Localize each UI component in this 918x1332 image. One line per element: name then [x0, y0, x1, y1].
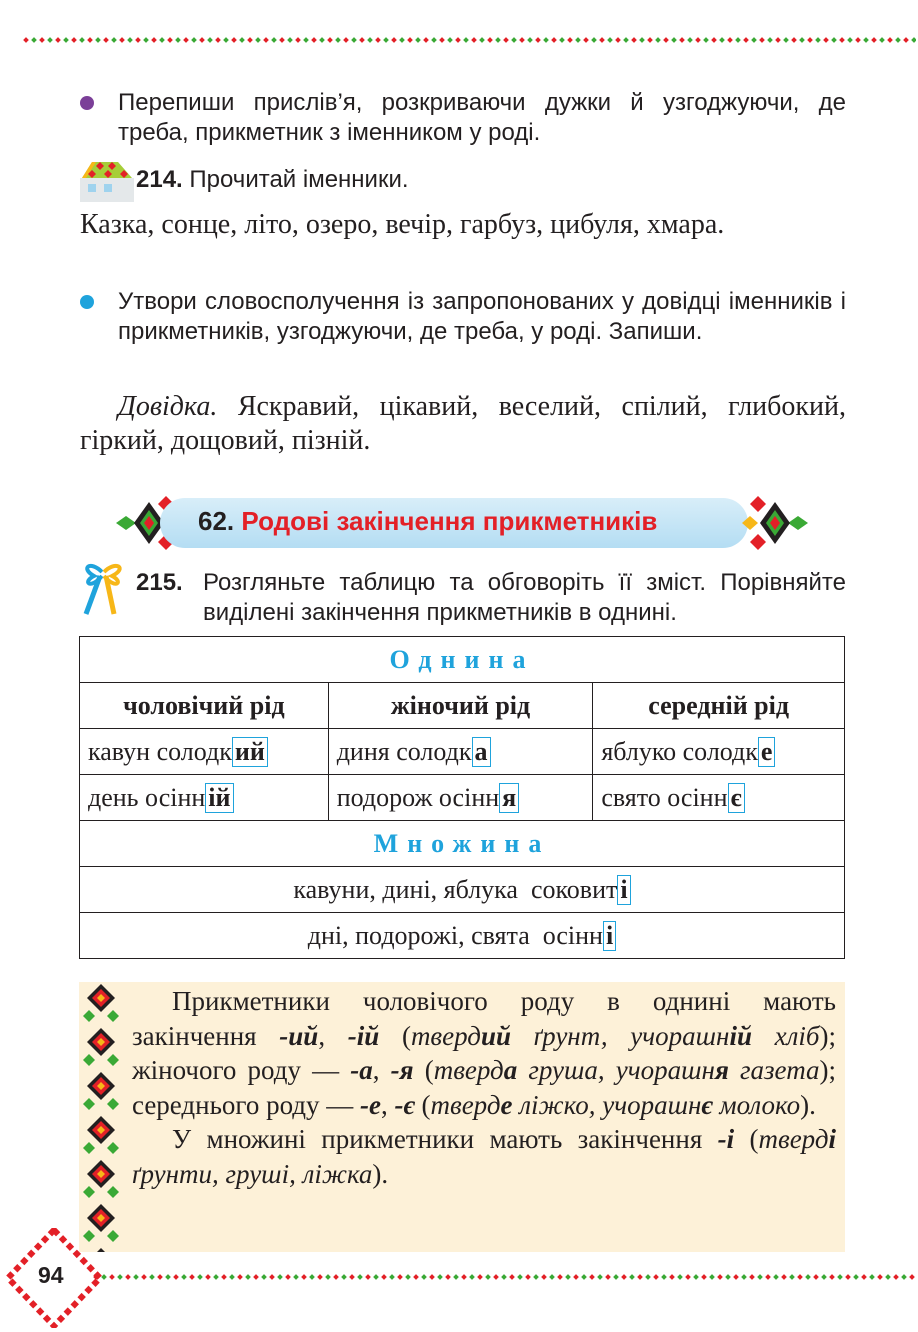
column-header-masculine: чоловічий рід: [80, 683, 329, 729]
rule-run: груша, учорашн: [517, 1055, 715, 1085]
ribbon-icon: [74, 558, 132, 616]
rule-run: (: [379, 1020, 411, 1051]
rule-run: е: [500, 1089, 513, 1120]
singular-header: Однина: [80, 637, 845, 683]
adjective-stem: яблуко солодк: [601, 736, 758, 766]
exercise-instruction: Розгляньте таблицю та обговоріть її зміст. Порівняйте виділені закінчення прикметників в однині.: [203, 569, 846, 626]
column-header-feminine: жіночий рід: [328, 683, 593, 729]
rule-run: тверд: [758, 1124, 829, 1154]
exercise-214-title: [136, 166, 409, 194]
highlighted-ending: і: [617, 875, 630, 905]
rule-run: (: [414, 1089, 431, 1120]
rule-text: [132, 984, 836, 1191]
bullet-text: Перепиши прислів’я, розкриваючи дужки й узгоджуючи, де треба, прикметник з іменником у роді.: [118, 89, 846, 146]
bullet-text: Утвори словосполучення із запропонованих у довідці іменників і прикметників, узгоджуючи, де треба, у роді. Запиши.: [118, 288, 846, 345]
task-bullet-compose: [80, 287, 846, 347]
table-cell: [328, 729, 593, 775]
task-bullet-rewrite: [80, 88, 846, 148]
exercise-215: [136, 568, 846, 628]
embroidery-border-top: [22, 36, 916, 44]
topic-number: 62.: [198, 506, 235, 536]
table-cell: [80, 775, 329, 821]
adjective-stem: кавун солодк: [88, 736, 232, 766]
rule-run: -е: [360, 1089, 382, 1120]
highlighted-ending: і: [603, 921, 616, 951]
table-row: [80, 821, 845, 867]
rule-run: ); середнього роду —: [132, 1055, 837, 1120]
rule-run: ий: [480, 1020, 511, 1051]
rule-run: хліб: [751, 1020, 820, 1051]
rule-run: ліжко, учорашн: [512, 1089, 702, 1120]
column-header-neuter: середній рід: [593, 683, 845, 729]
exercise-number: 215.: [136, 569, 183, 596]
adjective-stem: кавуни, дині, яблука соковит: [293, 874, 618, 904]
rule-run: є: [701, 1089, 713, 1120]
embroidery-column: [79, 982, 123, 1252]
table-row: [80, 729, 845, 775]
table-row: [80, 683, 845, 729]
rule-run: я: [714, 1055, 729, 1085]
rule-run: ій: [729, 1020, 752, 1051]
highlighted-ending: є: [728, 783, 745, 813]
adjective-stem: подорож осінн: [336, 782, 500, 812]
rule-run: а: [503, 1055, 518, 1085]
highlighted-ending: ий: [232, 737, 268, 767]
rule-run: ).: [372, 1158, 389, 1189]
rule-run: ,: [381, 1089, 395, 1120]
rule-run: -я: [390, 1055, 414, 1085]
rule-run: ).: [800, 1089, 816, 1120]
rule-run: -є: [394, 1089, 415, 1120]
reference-label: Довідка.: [118, 391, 218, 422]
plural-header: Множина: [80, 821, 845, 867]
bullet-dot-purple: [80, 96, 94, 110]
adjective-endings-table: [79, 636, 845, 959]
table-row: [80, 913, 845, 959]
rule-run: тверд: [410, 1020, 481, 1051]
rule-run: У множині прикметники мають закінчення: [172, 1124, 718, 1154]
rule-paragraph: [132, 1122, 836, 1191]
exercise-instruction: Прочитай іменники.: [189, 166, 409, 193]
reference-words: [80, 390, 846, 458]
rule-run: -ій: [347, 1020, 380, 1051]
rule-run: -а: [350, 1055, 373, 1085]
topic-heading: [198, 506, 657, 537]
table-cell: [593, 729, 845, 775]
embroidery-ornament-right: [740, 494, 810, 552]
rule-paragraph: [132, 984, 836, 1122]
table-cell: [328, 775, 593, 821]
rule-run: (: [734, 1124, 759, 1154]
rule-run: ,: [372, 1055, 391, 1085]
reference-text: Яскравий, цікавий, веселий, спілий, глибокий, гіркий, дощовий, пізній.: [80, 391, 846, 456]
highlighted-ending: а: [472, 737, 491, 767]
highlighted-ending: я: [499, 783, 519, 813]
adjective-stem: дні, подорожі, свята осінн: [307, 920, 603, 950]
table-cell: [80, 867, 845, 913]
house-icon: [74, 160, 136, 204]
rule-run: -ий: [279, 1020, 319, 1051]
adjective-stem: день осінн: [88, 782, 206, 812]
highlighted-ending: е: [758, 737, 776, 767]
table-cell: [80, 913, 845, 959]
adjective-stem: свято осінн: [601, 782, 728, 812]
rule-run: тверд: [433, 1055, 504, 1085]
exercise-number: 214.: [136, 166, 183, 193]
rule-run: молоко: [712, 1089, 801, 1120]
embroidery-border-bottom: [92, 1273, 916, 1281]
table-row: [80, 867, 845, 913]
table-cell: [593, 775, 845, 821]
rule-run: (: [413, 1055, 434, 1085]
page-number: 94: [38, 1262, 64, 1288]
table-row: [80, 775, 845, 821]
table-cell: [80, 729, 329, 775]
noun-list: Казка, сонце, літо, озеро, вечір, гарбуз, цибуля, хмара.: [80, 209, 725, 240]
rule-run: Прикметники чоловічого роду в однині мають закінчення: [132, 986, 836, 1051]
rule-run: -і: [717, 1124, 735, 1154]
rule-run: ); жіночого роду —: [132, 1020, 836, 1085]
rule-run: тверд: [430, 1089, 501, 1120]
bullet-dot-blue: [80, 295, 94, 309]
table-row: [80, 637, 845, 683]
highlighted-ending: ій: [205, 783, 233, 813]
topic-title: Родові закінчення прикметників: [241, 506, 658, 536]
rule-run: і: [828, 1124, 836, 1154]
rule-run: ґрунти, груші, ліжка: [132, 1158, 373, 1189]
rule-run: газета: [728, 1055, 820, 1085]
rule-run: ґрунт, учорашн: [511, 1020, 730, 1051]
adjective-stem: диня солодк: [336, 736, 472, 766]
rule-run: ,: [318, 1020, 348, 1051]
